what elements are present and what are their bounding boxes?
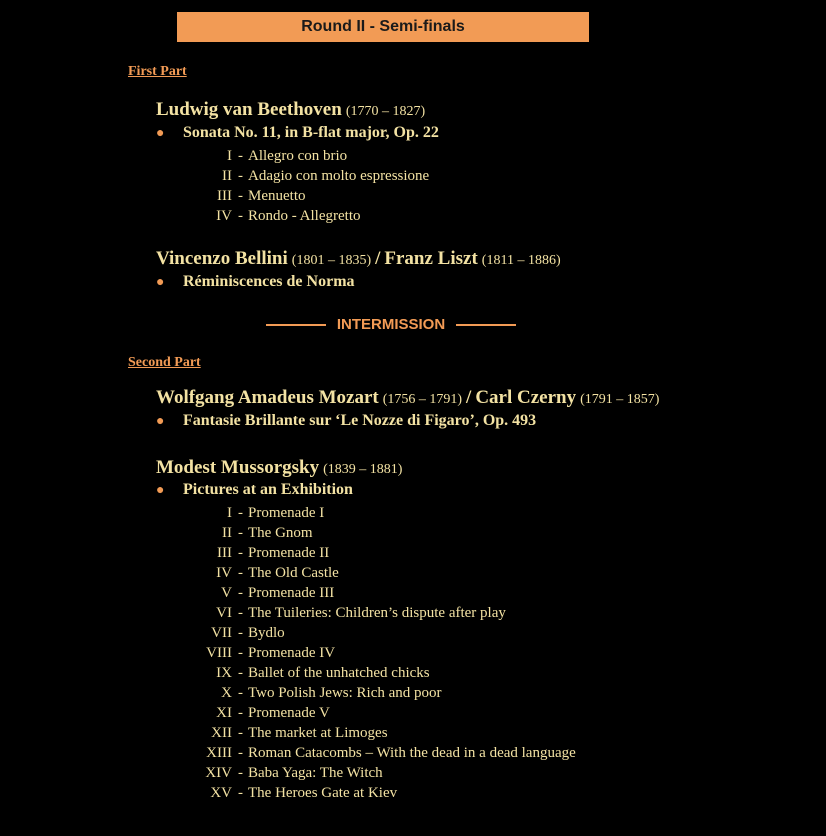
movement-number: X — [221, 685, 232, 701]
movement-number: VIII — [206, 645, 232, 661]
work-beethoven-sonata — [156, 124, 439, 142]
movement-number: V — [221, 585, 232, 601]
movement-number: I — [227, 148, 232, 164]
movement-title: Bydlo — [248, 625, 285, 641]
beethoven-movements — [156, 146, 429, 226]
movement-number: III — [217, 188, 232, 204]
divider-line — [266, 324, 326, 326]
movement-number: XIII — [206, 745, 232, 761]
divider-line — [456, 324, 516, 326]
movement-number: IV — [216, 565, 232, 581]
movement-number: XI — [216, 705, 232, 721]
first-part-label: First Part — [128, 64, 187, 79]
movement-number: VII — [211, 625, 232, 641]
bullet-icon: ● — [156, 126, 165, 141]
work-pictures-exhibition — [156, 481, 353, 499]
movement-number: XII — [211, 725, 232, 741]
movement-number: II — [222, 168, 232, 184]
movement-item: IV - The Old Castle — [156, 563, 576, 583]
movement-item: XII - The market at Limoges — [156, 723, 576, 743]
movement-item: X - Two Polish Jews: Rich and poor — [156, 683, 576, 703]
composer-dates: (1839 – 1881) — [323, 462, 403, 477]
movement-title: The Heroes Gate at Kiev — [248, 785, 398, 801]
movement-item: V - Promenade III — [156, 583, 576, 603]
round-title: Round II - Semi-finals — [301, 18, 465, 35]
movement-number: IV — [216, 208, 232, 224]
movement-title: The market at Limoges — [248, 725, 388, 741]
movement-item: II - Adagio con molto espressione — [156, 166, 429, 186]
bullet-icon: ● — [156, 483, 165, 498]
movement-title: Allegro con brio — [248, 148, 348, 164]
movement-item: I - Promenade I — [156, 503, 576, 523]
work-title: Réminiscences de Norma — [183, 273, 355, 290]
composer-name: Vincenzo Bellini — [156, 248, 288, 269]
movement-item: XIII - Roman Catacombs – With the dead in a dead language — [156, 743, 576, 763]
work-title: Sonata No. 11, in B-flat major, Op. 22 — [183, 124, 439, 141]
composer-dates: (1791 – 1857) — [580, 392, 660, 407]
mussorgsky-movements — [156, 503, 576, 803]
movement-title: Two Polish Jews: Rich and poor — [248, 685, 442, 701]
composer-dates: (1770 – 1827) — [345, 104, 426, 119]
composer-name: Ludwig van Beethoven — [156, 99, 342, 120]
movement-item: II - The Gnom — [156, 523, 576, 543]
movement-title: Rondo - Allegretto — [248, 208, 361, 224]
work-title: Fantasie Brillante sur ‘Le Nozze di Figaro’, Op. 493 — [183, 412, 537, 429]
movement-item: XI - Promenade V — [156, 703, 576, 723]
movement-title: Ballet of the unhatched chicks — [248, 665, 430, 681]
movement-item: III - Promenade II — [156, 543, 576, 563]
movement-item: III - Menuetto — [156, 186, 429, 206]
composer-beethoven — [156, 99, 425, 121]
composer-mozart-czerny — [156, 387, 659, 409]
bullet-icon: ● — [156, 414, 165, 429]
composer-separator: / — [466, 387, 472, 408]
movement-item: IV - Rondo - Allegretto — [156, 206, 429, 226]
composer-name: Wolfgang Amadeus Mozart — [156, 387, 379, 408]
second-part-label: Second Part — [128, 355, 201, 370]
composer-separator: / — [375, 248, 381, 269]
movement-title: Promenade II — [248, 545, 330, 561]
movement-title: The Gnom — [248, 525, 313, 541]
movement-number: VI — [216, 605, 232, 621]
intermission-label: INTERMISSION — [336, 316, 446, 333]
movement-item: VIII - Promenade IV — [156, 643, 576, 663]
work-norma — [156, 273, 355, 291]
movement-number: XV — [210, 785, 232, 801]
movement-item: XIV - Baba Yaga: The Witch — [156, 763, 576, 783]
composer-bellini-liszt — [156, 248, 561, 270]
movement-title: Promenade V — [248, 705, 330, 721]
composer-name: Modest Mussorgsky — [156, 457, 320, 478]
movement-number: XIV — [205, 765, 232, 781]
movement-item: IX - Ballet of the unhatched chicks — [156, 663, 576, 683]
movement-title: Promenade I — [248, 505, 325, 521]
round-title-banner — [177, 12, 589, 42]
work-figaro-fantasie — [156, 412, 536, 430]
bullet-icon: ● — [156, 275, 165, 290]
movement-item: I - Allegro con brio — [156, 146, 429, 166]
composer-dates: (1756 – 1791) — [382, 392, 463, 407]
composer-dates: (1811 – 1886) — [481, 253, 561, 268]
movement-title: The Old Castle — [248, 565, 339, 581]
movement-number: IX — [216, 665, 232, 681]
movement-number: III — [217, 545, 232, 561]
composer-name: Franz Liszt — [384, 248, 478, 269]
intermission-divider — [266, 316, 516, 333]
movement-title: Promenade IV — [248, 645, 336, 661]
movement-title: Roman Catacombs – With the dead in a dead language — [248, 745, 576, 761]
movement-item: VII - Bydlo — [156, 623, 576, 643]
movement-title: Adagio con molto espressione — [248, 168, 430, 184]
movement-title: The Tuileries: Children’s dispute after play — [248, 605, 506, 621]
composer-dates: (1801 – 1835) — [291, 253, 372, 268]
composer-mussorgsky — [156, 457, 402, 479]
composer-name: Carl Czerny — [475, 387, 577, 408]
work-title: Pictures at an Exhibition — [183, 481, 353, 498]
movement-item: VI - The Tuileries: Children’s dispute after play — [156, 603, 576, 623]
movement-number: I — [227, 505, 232, 521]
movement-item: XV - The Heroes Gate at Kiev — [156, 783, 576, 803]
movement-title: Promenade III — [248, 585, 335, 601]
movement-title: Baba Yaga: The Witch — [248, 765, 383, 781]
movement-number: II — [222, 525, 232, 541]
movement-title: Menuetto — [248, 188, 306, 204]
